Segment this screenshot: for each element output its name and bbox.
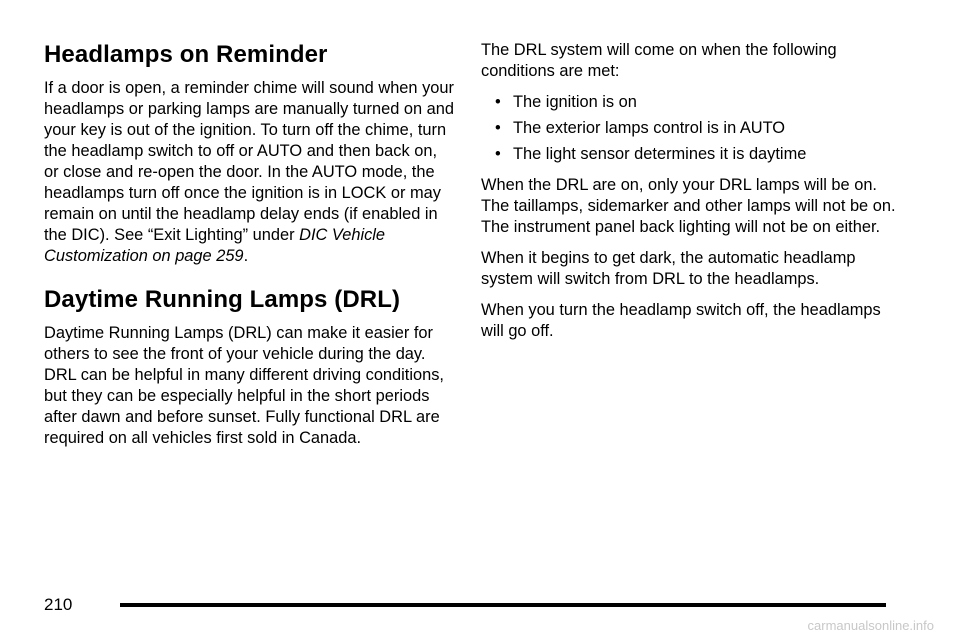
section-heading-headlamps-reminder: Headlamps on Reminder [44,41,328,68]
drl-paragraph: Daytime Running Lamps (DRL) can make it easier for others to see the front of your vehicle during the day. DRL can be helpful in many different driving conditions, but they can be especially helpful in the short periods after dawn and before sunset. Fully functional DRL are required on all vehicles first sold in Canada. [44,324,444,447]
watermark: carmanualsonline.info [807,618,934,633]
sentence-end: . [243,247,249,265]
page-number: 210 [44,595,73,614]
section-heading-drl: Daytime Running Lamps (DRL) [44,286,401,313]
headlamps-reminder-text: If a door is open, a reminder chime will sound when your headlamps or parking lamps are manually turned on and your key is out of the ignition. To turn off the chime, turn the headlamp switch to off or AUTO and then back on, or close and re-open the door. In the AUTO mode, the headlamps turn off once the ignition is in LOCK or may remain on until the headlamp delay ends (if enabled in the DIC). See “Exit Lighting” under [44,79,455,244]
drl-conditions-intro: The DRL system will come on when the following conditions are met: [481,41,837,80]
right-column [481,40,901,352]
list-item-text: The ignition is on [513,93,637,111]
bullet-icon: • [495,145,501,163]
bullet-icon: • [495,119,501,137]
list-item-text: The light sensor determines it is daytime [513,145,807,163]
list-item [481,144,901,165]
list-item [481,92,901,113]
footer-rule [120,603,886,607]
bullet-icon: • [495,93,501,111]
drl-on-paragraph: When the DRL are on, only your DRL lamps will be on. The taillamps, sidemarker and other lamps will not be on. The instrument panel back lighting will not be on either. [481,176,896,236]
drl-conditions-list [481,92,901,165]
dark-switch-paragraph: When it begins to get dark, the automatic headlamp system will switch from DRL to the headlamps. [481,249,856,288]
list-item [481,118,901,139]
headlamps-reminder-paragraph [44,78,454,267]
list-item-text: The exterior lamps control is in AUTO [513,119,786,137]
switch-off-paragraph: When you turn the headlamp switch off, the headlamps will go off. [481,301,881,340]
cross-reference-link[interactable]: DIC Vehicle Customization on page 259 [44,226,386,265]
left-column [44,40,454,459]
